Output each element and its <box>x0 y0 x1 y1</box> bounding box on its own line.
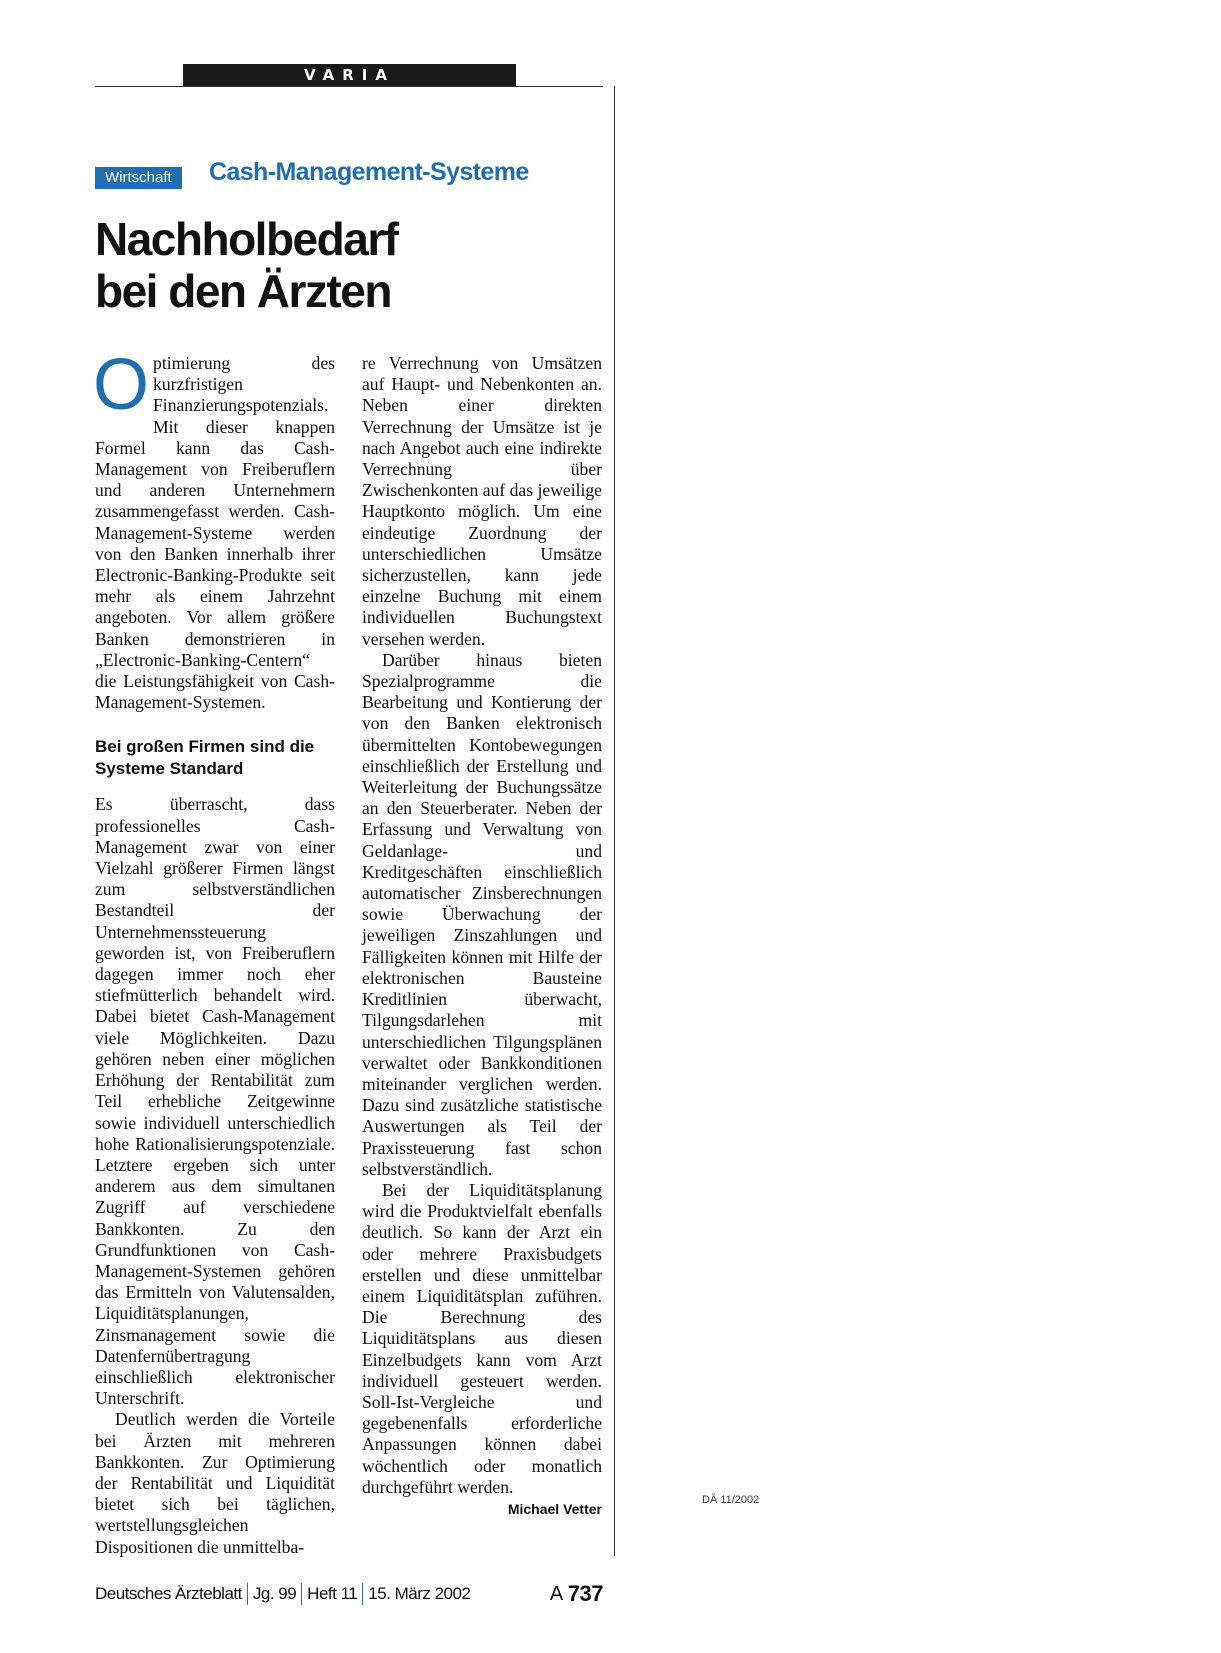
footer-divider <box>362 1583 363 1605</box>
drop-cap: O <box>93 345 150 425</box>
body-paragraph: Darüber hinaus bieten Spezialprogramme die Bearbeitung und Kontierung der von den Banken elektronisch übermittelten Kontobewegungen einschließlich der Erstellung und Weiterleitung der Buchungssätze an den Steuerberater. Neben der Erfassung und Verwaltung von Geldanlage- und Kreditgeschäften einschließlich automatischer Zinsberechnungen sowie Überwachung der jeweiligen Zinszahlungen und Fälligkeiten können mit Hilfe der elektronischen Bausteine Kreditlinien überwacht, Tilgungsdarlehen mit unterschiedlichen Tilgungsplänen verwaltet oder Bankkonditionen miteinander verglichen werden. Dazu sind zusätzliche statistische Auswertungen als Teil der Praxissteuerung fast schon selbstverständlich. <box>362 649 602 1179</box>
lead-paragraph <box>93 345 335 713</box>
body-paragraph <box>362 1179 602 1517</box>
top-rule <box>95 86 603 87</box>
section-banner: VARIA <box>183 64 516 86</box>
issue: Heft 11 <box>307 1584 358 1603</box>
body-paragraph: Deutlich werden die Vorteile bei Ärzten mit mehreren Bankkonten. Zur Optimierung der Rentabilität und Liquidität bietet sich bei täglichen, wertstellungsgleichen Dispositionen die unmittelba- <box>95 1409 335 1557</box>
page-number <box>550 1582 603 1607</box>
page-number-value: 737 <box>567 1581 603 1606</box>
rubric-badge: Wirtschaft <box>95 167 182 189</box>
text-column-left <box>93 345 335 1558</box>
headline-line-1: Nachholbedarf <box>95 213 398 265</box>
volume: Jg. 99 <box>252 1584 297 1603</box>
footer-divider <box>247 1583 248 1605</box>
headline <box>95 213 595 317</box>
footer-divider <box>301 1583 302 1605</box>
author-name: Michael Vetter <box>507 1500 602 1517</box>
body-paragraph: re Verrechnung von Umsätzen auf Haupt- und Nebenkonten an. Neben einer direkten Verrechnung der Umsätze ist je nach Angebot auch eine indirekte Verrechnung über Zwischenkonten auf das jeweilige Hauptkonto möglich. Um eine eindeutige Zuordnung der unterschiedlichen Umsätze sicherzustellen, kann jede einzelne Buchung mit einem individuellen Buchungstext versehen werden. <box>362 353 602 649</box>
page-prefix: A <box>549 1583 563 1605</box>
column-rule <box>614 86 615 1556</box>
subheading: Bei großen Firmen sind die Systeme Standard <box>95 737 315 779</box>
headline-line-2: bei den Ärzten <box>95 265 391 317</box>
issue-note: DÄ 11/2002 <box>702 1494 760 1506</box>
page-footer <box>95 1582 603 1606</box>
lead-text: ptimierung des kurzfristigen Finanzierungspotenzials. Mit dieser knappen Formel kann das Cash-Management von Freiberuflern und anderen Unternehmern zusammengefasst werden. Cash-Management-Systeme werden von den Banken innerhalb ihrer Electronic-Banking-Produkte seit mehr als einem Jahrzehnt angeboten. Vor allem größere Banken demonstrieren in „Electronic-Banking-Centern“ die Leistungsfähigkeit von Cash-Management-Systemen. <box>95 353 335 713</box>
closing-text: Bei der Liquiditätsplanung wird die Produktvielfalt ebenfalls deutlich. So kann der Arzt ein oder mehrere Praxisbudgets erstellen und diese unmittelbar einem Liquiditätsplan zuführen. Die Berechnung des Liquiditätsplans aus diesen Einzelbudgets kann vom Arzt individuell gesteuert werden. Soll-Ist-Vergleiche und gegebenenfalls erforderliche Anpassungen können dabei wöchentlich oder monatlich durchgeführt werden. <box>362 1179 602 1497</box>
text-column-right <box>362 353 602 1520</box>
issue-date: 15. März 2002 <box>368 1584 471 1603</box>
body-paragraph: Es überrascht, dass professionelles Cash-Management zwar von einer Vielzahl größerer Firmen längst zum selbstverständlichen Bestandteil der Unternehmenssteuerung geworden ist, von Freiberuflern dagegen immer noch eher stiefmütterlich behandelt wird. Dabei bietet Cash-Management viele Möglichkeiten. Dazu gehören neben einer möglichen Erhöhung der Rentabilität zum Teil erhebliche Zeitgewinne sowie individuell unterschiedlich hohe Rationalisierungspotenziale. Letztere ergeben sich unter anderem aus dem simultanen Zugriff auf verschiedene Bankkonten. Zu den Grundfunktionen von Cash-Management-Systemen gehören das Ermitteln von Valutensalden, Liquiditätsplanungen, Zinsmanagement sowie die Datenfernübertragung einschließlich elektronischer Unterschrift. <box>95 794 335 1409</box>
journal-name: Deutsches Ärzteblatt <box>95 1584 242 1603</box>
topic-title: Cash-Management-Systeme <box>209 158 529 186</box>
